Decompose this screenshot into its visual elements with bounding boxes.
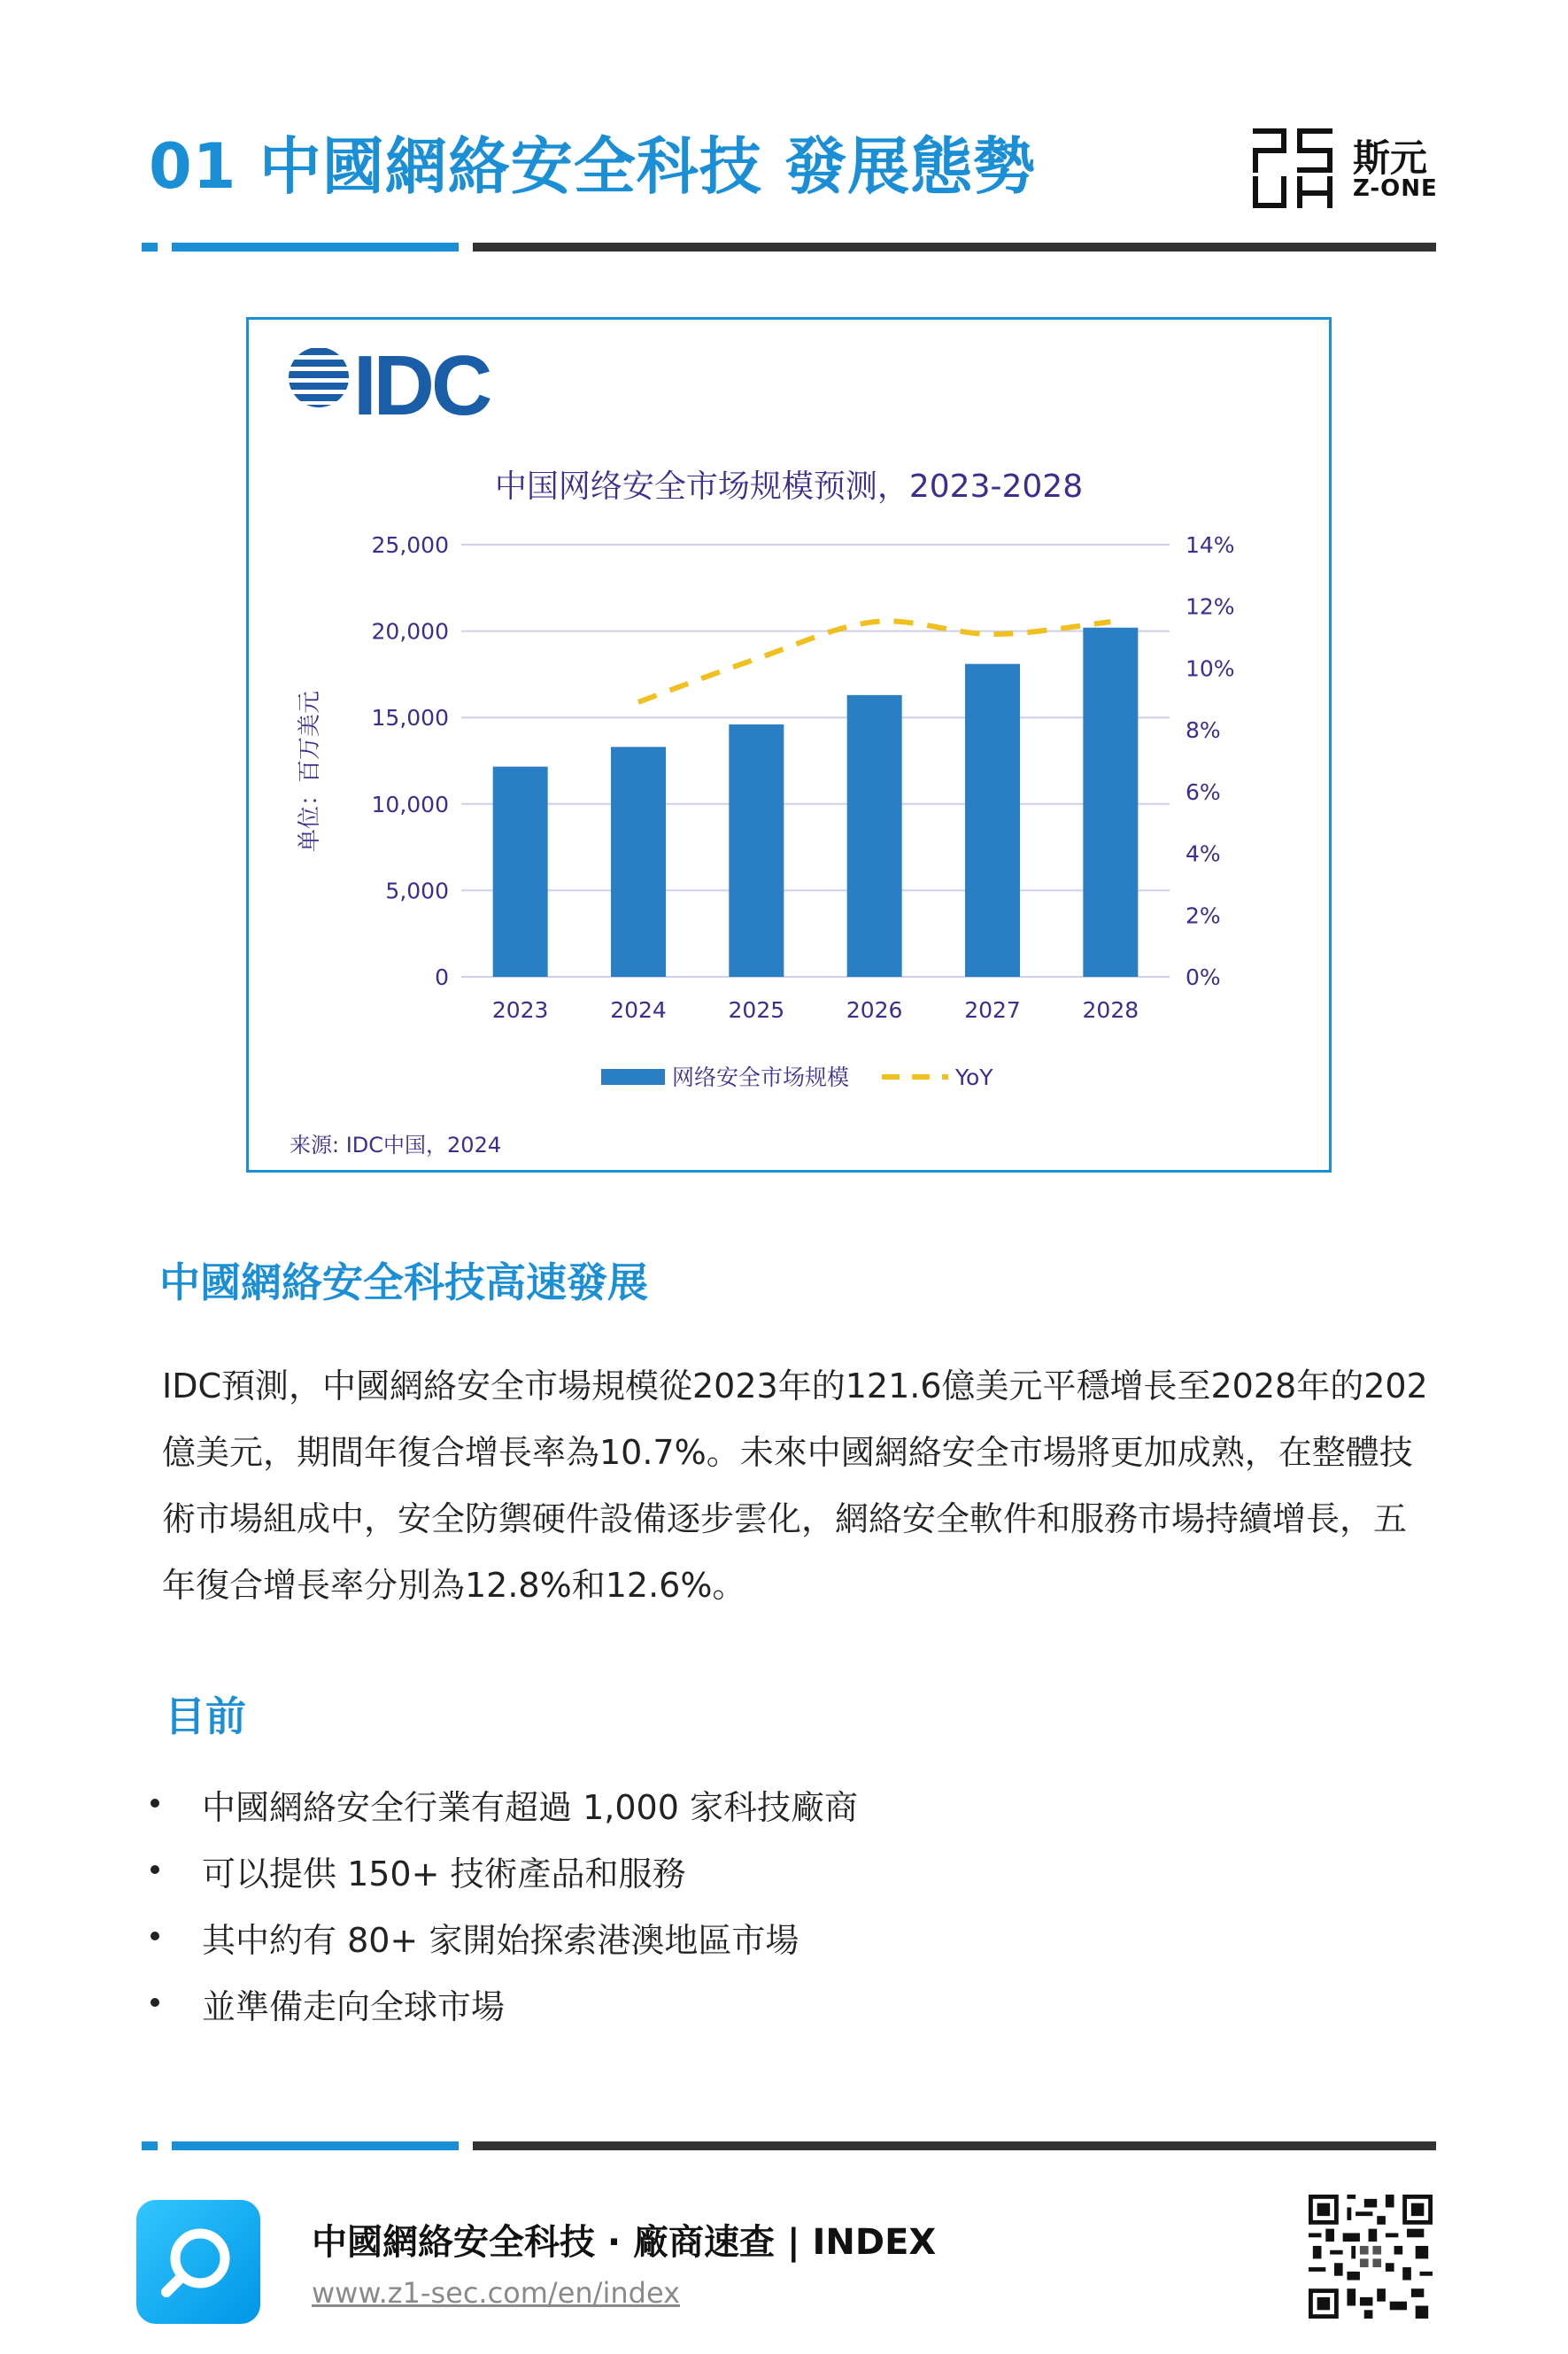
chart-legend (601, 1065, 993, 1090)
idc-logo-text: IDC (353, 338, 490, 433)
bar (611, 747, 666, 977)
section-heading-current: 目前 (165, 1692, 246, 1740)
chart-x-ticks (492, 997, 1139, 1023)
magnifier-icon (136, 2200, 260, 2324)
bar (847, 695, 902, 977)
chart-y2-ticks (1186, 532, 1235, 990)
chart-bars (493, 628, 1139, 977)
bullet-dot (151, 1799, 159, 1808)
chart-yoy-line (638, 621, 1110, 701)
body-paragraph: IDC預測，中國網絡安全市場規模從2023年的121.6億美元平穩增長至2028年的202億美元，期間年復合增長率為10.7%。未來中國網絡安全市場將更加成熟，在整體技術市場組成中，安全防禦硬件設備逐步雲化，網絡安全軟件和服務市場持續增長，五年復合增長率分別為12.8%和12.6%。 (162, 1367, 1428, 1605)
bullet-text: 可以提供 150+ 技術產品和服務 (202, 1855, 686, 1893)
chart-source: 来源: IDC中国，2024 (290, 1133, 502, 1158)
bullet-dot (151, 1932, 159, 1940)
rule-segment-short (142, 2141, 158, 2150)
rule-segment-blue (172, 2141, 459, 2150)
chart-title: 中国网络安全市场规模预测，2023-2028 (494, 468, 1084, 505)
bar-line-chart (249, 320, 1329, 1170)
footer-title: 中國網絡安全科技 · 廠商速查 | INDEX (312, 2222, 937, 2263)
y2-tick-label: 0% (1186, 964, 1221, 990)
chart-frame (246, 317, 1332, 1173)
bullet-dot (151, 1865, 159, 1874)
x-tick-label: 2025 (728, 997, 785, 1023)
legend-bar-swatch (601, 1069, 665, 1085)
y-tick-label: 10,000 (371, 791, 449, 817)
y-tick-label: 15,000 (371, 705, 449, 732)
x-tick-label: 2024 (610, 997, 667, 1023)
rule-segment-blue (172, 243, 459, 252)
x-tick-label: 2026 (846, 997, 903, 1023)
yoy-series-line (638, 621, 1110, 701)
rule-segment-dark (473, 243, 1436, 252)
qr-code-icon (1309, 2195, 1433, 2319)
y2-tick-label: 8% (1186, 717, 1221, 744)
x-tick-label: 2027 (964, 997, 1021, 1023)
rule-segment-dark (473, 2141, 1436, 2150)
y2-tick-label: 14% (1186, 532, 1235, 558)
y-tick-label: 0 (435, 964, 449, 990)
y2-tick-label: 2% (1186, 902, 1221, 929)
x-tick-label: 2023 (491, 997, 549, 1023)
chart-gridlines (461, 545, 1170, 977)
bullet-text: 並準備走向全球市場 (202, 1987, 506, 2026)
footer-link[interactable]: www.z1-sec.com/en/index (312, 2276, 680, 2310)
brand-name-en: Z-ONE (1353, 175, 1438, 202)
chart-y-axis-label: 单位：百万美元 (297, 690, 323, 853)
bar (729, 724, 784, 977)
rule-segment-short (142, 243, 158, 252)
brand-glyph-icon (1248, 124, 1337, 213)
bar (965, 664, 1020, 977)
page-title: 01 中國網絡安全科技 發展態勢 (149, 130, 1037, 203)
section-heading-development: 中國網絡安全科技高速發展 (159, 1258, 648, 1306)
y2-tick-label: 12% (1186, 593, 1235, 620)
chart-y-ticks (372, 532, 449, 990)
bullet-text: 中國網絡安全行業有超過 1,000 家科技廠商 (202, 1788, 858, 1827)
legend-bar-label: 网络安全市场规模 (672, 1065, 850, 1090)
brand-logo (1248, 124, 1438, 213)
search-app-icon[interactable] (136, 2200, 260, 2324)
bar (1083, 628, 1138, 977)
bullet-dot (151, 1998, 159, 2007)
y-tick-label: 5,000 (385, 878, 449, 904)
y2-tick-label: 6% (1186, 778, 1221, 805)
y2-tick-label: 4% (1186, 840, 1221, 867)
y-tick-label: 20,000 (371, 618, 449, 645)
brand-name-cn: 斯元 (1353, 136, 1428, 180)
bullet-text: 其中約有 80+ 家開始探索港澳地區市場 (202, 1921, 799, 1960)
legend-line-label: YoY (955, 1065, 993, 1090)
x-tick-label: 2028 (1082, 997, 1139, 1023)
y-tick-label: 25,000 (371, 532, 449, 558)
bar (493, 767, 548, 977)
y2-tick-label: 10% (1186, 655, 1235, 682)
